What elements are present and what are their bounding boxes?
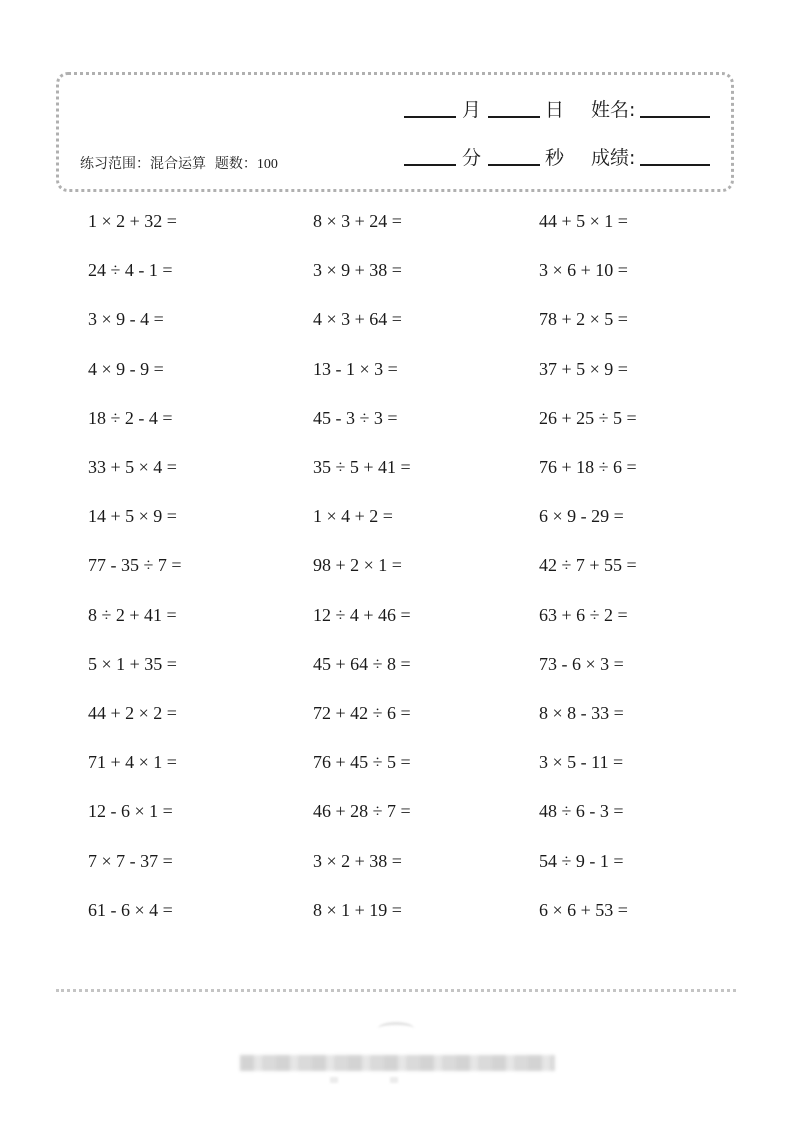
problem-item: 18 ÷ 2 - 4 = (88, 408, 173, 428)
problem-item: 44 + 5 × 1 = (539, 211, 628, 231)
problem-item: 54 ÷ 9 - 1 = (539, 851, 624, 871)
score-label: 成绩: (591, 147, 636, 169)
problem-item: 63 + 6 ÷ 2 = (539, 605, 628, 625)
problem-item: 6 × 6 + 53 = (539, 900, 628, 920)
problem-item: 8 × 1 + 19 = (313, 900, 402, 920)
problem-item: 45 + 64 ÷ 8 = (313, 654, 411, 674)
problem-item: 45 - 3 ÷ 3 = (313, 408, 398, 428)
problem-item: 4 × 3 + 64 = (313, 309, 402, 329)
month-label: 月 (462, 99, 482, 121)
problem-item: 48 ÷ 6 - 3 = (539, 801, 624, 821)
blurred-watermark-arc (378, 1022, 414, 1035)
problem-item: 14 + 5 × 9 = (88, 506, 177, 526)
problem-item: 8 ÷ 2 + 41 = (88, 605, 177, 625)
problem-item: 8 × 3 + 24 = (313, 211, 402, 231)
problem-item: 3 × 5 - 11 = (539, 752, 624, 772)
problem-item: 13 - 1 × 3 = (313, 359, 398, 379)
problem-item: 35 ÷ 5 + 41 = (313, 457, 411, 477)
problem-item: 71 + 4 × 1 = (88, 752, 177, 772)
problem-item: 8 × 8 - 33 = (539, 703, 624, 723)
problem-item: 1 × 4 + 2 = (313, 506, 393, 526)
question-count-value: 100 (256, 157, 278, 172)
second-label: 秒 (545, 147, 565, 169)
problem-item: 37 + 5 × 9 = (539, 359, 628, 379)
problem-item: 3 × 6 + 10 = (539, 260, 628, 280)
problem-item: 72 + 42 ÷ 6 = (313, 703, 411, 723)
problem-item: 4 × 9 - 9 = (88, 359, 164, 379)
problem-item: 3 × 9 + 38 = (313, 260, 402, 280)
problem-item: 42 ÷ 7 + 55 = (539, 555, 637, 575)
question-count-label: 题数： (214, 156, 257, 172)
problem-item: 1 × 2 + 32 = (88, 211, 177, 231)
blurred-footer-watermark (240, 1055, 555, 1071)
problem-item: 78 + 2 × 5 = (539, 309, 628, 329)
problem-item: 98 + 2 × 1 = (313, 555, 402, 575)
problem-item: 7 × 7 - 37 = (88, 851, 173, 871)
problem-item: 3 × 2 + 38 = (313, 851, 402, 871)
problem-item: 44 + 2 × 2 = (88, 703, 177, 723)
practice-range-label: 练习范围：混合运算 (80, 156, 206, 172)
problem-item: 76 + 45 ÷ 5 = (313, 752, 411, 772)
blurred-footer-dots (330, 1077, 450, 1083)
problem-item: 24 ÷ 4 - 1 = (88, 260, 173, 280)
minute-label: 分 (462, 147, 482, 169)
problem-item: 5 × 1 + 35 = (88, 654, 177, 674)
problem-item: 12 ÷ 4 + 46 = (313, 605, 411, 625)
name-label: 姓名: (591, 99, 636, 121)
problem-item: 46 + 28 ÷ 7 = (313, 801, 411, 821)
problem-item: 6 × 9 - 29 = (539, 506, 624, 526)
problem-item: 76 + 18 ÷ 6 = (539, 457, 637, 477)
footer-divider (56, 989, 736, 992)
day-label: 日 (545, 99, 565, 121)
problem-item: 33 + 5 × 4 = (88, 457, 177, 477)
problem-item: 77 - 35 ÷ 7 = (88, 555, 182, 575)
problem-item: 61 - 6 × 4 = (88, 900, 173, 920)
problem-item: 12 - 6 × 1 = (88, 801, 173, 821)
problem-item: 73 - 6 × 3 = (539, 654, 624, 674)
problem-item: 26 + 25 ÷ 5 = (539, 408, 637, 428)
problem-item: 3 × 9 - 4 = (88, 309, 164, 329)
